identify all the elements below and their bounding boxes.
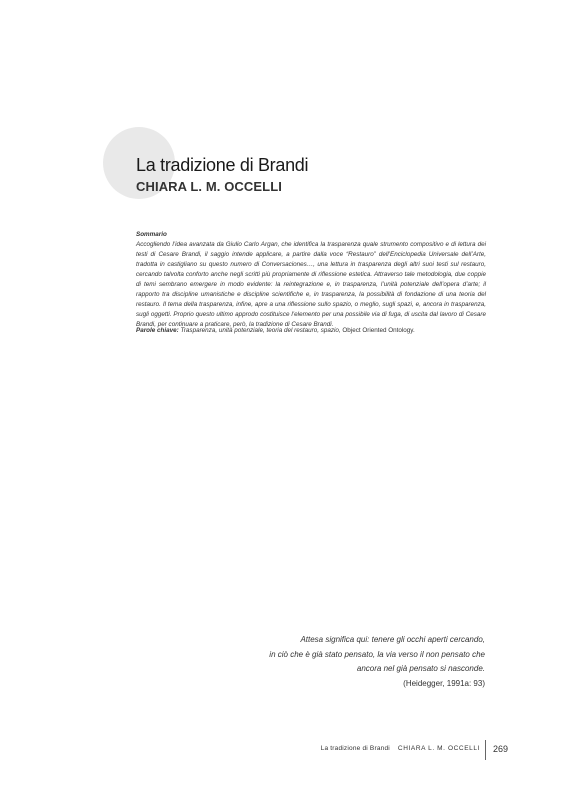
keywords-terms-italic: Trasparenza, unità potenziale, teoria del restauro, spazio,	[180, 327, 341, 334]
keywords	[136, 326, 486, 336]
article-author: CHIARA L. M. OCCELLI	[136, 179, 282, 194]
epigraph	[215, 633, 485, 691]
keywords-label: Parole chiave:	[136, 327, 179, 334]
page-footer	[0, 742, 565, 762]
running-author: CHIARA L. M. OCCELLI	[397, 745, 480, 752]
epigraph-citation: (Heidegger, 1991a: 93)	[403, 678, 485, 688]
epigraph-line: Attesa significa qui: tenere gli occhi aperti cercando,	[300, 635, 485, 644]
running-title: La tradizione di Brandi	[320, 745, 390, 752]
article-title: La tradizione di Brandi	[136, 155, 309, 175]
running-header	[321, 745, 480, 752]
abstract	[136, 230, 486, 330]
keywords-terms-plain: Object Oriented Ontology.	[342, 327, 415, 334]
footer-divider	[485, 740, 486, 760]
epigraph-line: ancora nel già pensato si nasconde.	[356, 664, 485, 673]
abstract-heading: Sommario	[136, 231, 167, 238]
abstract-body: Accogliendo l’idea avanzata da Giulio Carlo Argan, che identifica la trasparenza quale strumento compositivo e di lettura dei testi di Cesare Brandi, il saggio intende applicare, a partire dalla voce “Restauro” dell’Enciclopedia Universale dell’Arte, tradotta in castigliano su questo numero di Conversaciones…, una lettura in trasparenza degli altri suoi testi sul restauro, cercando talvolta conforto anche negli scritti più propriamente di riflessione estetica. Attraverso tale metodologia, due coppie di temi sembrano emergere in modo evidente: la reintegrazione e, in trasparenza, l’unità potenziale dell’opera d’arte; il rapporto tra discipline umanistiche e discipline scientifiche e, in trasparenza, la possibilità di fondazione di una teoria del restauro. Il tema della trasparenza, infine, apre a una riflessione sullo spazio, o meglio, sugli spazi, e, ancora in trasparenza, sugli oggetti. Proprio questo ultimo approdo costituisce l’elemento per una possibile via di fuga, di uscita dal lavoro di Cesare Brandi, per continuare a praticare, però, la tradizione di Cesare Brandi.	[136, 241, 486, 328]
page-number: 269	[493, 744, 509, 754]
epigraph-line: in ciò che è già stato pensato, la via verso il non pensato che	[269, 649, 485, 659]
